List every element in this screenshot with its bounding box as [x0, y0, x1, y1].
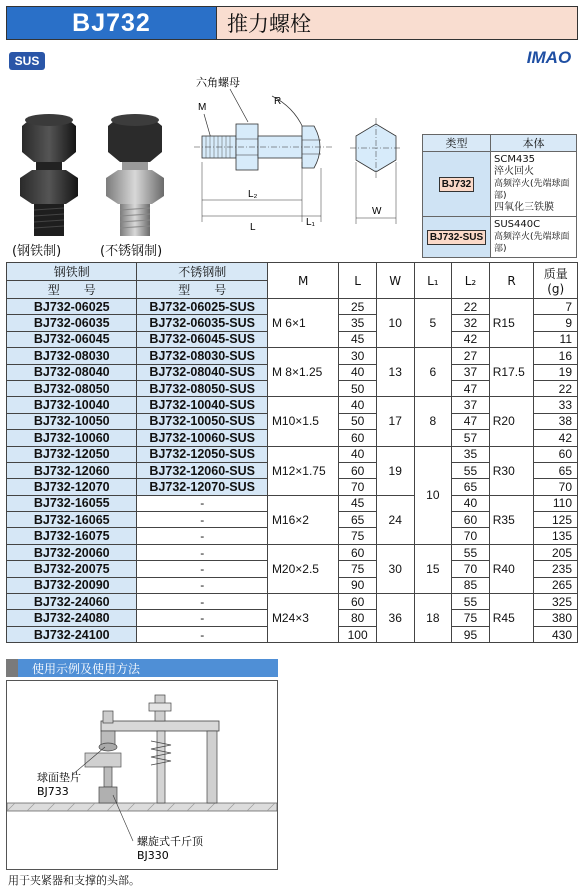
m-cell: M24×3 — [267, 594, 338, 643]
r-cell: R15 — [489, 299, 534, 348]
steel-model-cell: BJ732-20060 — [7, 544, 137, 560]
l1-cell: 5 — [414, 299, 452, 348]
header-mass-unit: (g) — [547, 282, 565, 296]
mass-cell: 19 — [534, 364, 578, 380]
steel-model-cell: BJ732-12070 — [7, 479, 137, 495]
l2-cell: 95 — [452, 626, 490, 642]
dim-m-label: M — [198, 102, 207, 113]
l2-cell: 32 — [452, 315, 490, 331]
mass-cell: 430 — [534, 626, 578, 642]
mass-cell: 70 — [534, 479, 578, 495]
usage-diagram — [7, 681, 277, 869]
imao-logo — [522, 48, 576, 66]
l2-cell: 70 — [452, 528, 490, 544]
steel-model-cell: BJ732-10040 — [7, 397, 137, 413]
table-row — [7, 544, 578, 560]
l2-cell: 60 — [452, 512, 490, 528]
material-line: 淬火回火 — [494, 166, 534, 177]
sus-model-cell: - — [137, 544, 267, 560]
r-cell: R45 — [489, 594, 534, 643]
stainless-bolt-photo — [98, 112, 180, 240]
table-row — [7, 594, 578, 610]
sus-model-cell: BJ732-06045-SUS — [137, 331, 267, 347]
usage-note: 用于夹紧器和支撑的头部。 — [8, 874, 140, 887]
sus-model-cell: BJ732-08040-SUS — [137, 364, 267, 380]
l2-cell: 37 — [452, 397, 490, 413]
l2-cell: 55 — [452, 594, 490, 610]
sus-model-cell: BJ732-08050-SUS — [137, 380, 267, 396]
sus-model-cell: - — [137, 577, 267, 593]
l-cell: 30 — [339, 348, 377, 364]
mass-cell: 9 — [534, 315, 578, 331]
l2-cell: 42 — [452, 331, 490, 347]
l2-cell: 57 — [452, 430, 490, 446]
dim-w-label: W — [372, 206, 382, 217]
l-cell: 60 — [339, 544, 377, 560]
material-type-cell — [423, 152, 491, 217]
header-model-steel: 型 号 — [7, 281, 137, 299]
sus-model-cell: BJ732-10050-SUS — [137, 413, 267, 429]
washer-label: 球面垫片 — [37, 771, 81, 784]
l-cell: 45 — [339, 331, 377, 347]
steel-model-cell: BJ732-24080 — [7, 610, 137, 626]
l1-cell: 8 — [414, 397, 452, 446]
dim-l1-label: L₁ — [306, 217, 315, 228]
l1-cell: 15 — [414, 544, 452, 593]
header-steel: 钢铁制 — [7, 263, 137, 281]
l-cell: 45 — [339, 495, 377, 511]
mass-cell: 205 — [534, 544, 578, 560]
steel-model-cell: BJ732-20075 — [7, 561, 137, 577]
r-cell: R35 — [489, 495, 534, 544]
l2-cell: 40 — [452, 495, 490, 511]
mass-cell: 65 — [534, 462, 578, 478]
sus-model-cell: - — [137, 512, 267, 528]
material-header-type: 类型 — [423, 135, 491, 152]
sus-model-cell: BJ732-10040-SUS — [137, 397, 267, 413]
sus-model-cell: - — [137, 594, 267, 610]
l2-cell: 47 — [452, 413, 490, 429]
sus-model-cell: BJ732-12050-SUS — [137, 446, 267, 462]
washer-code: BJ733 — [37, 785, 69, 798]
mass-cell: 265 — [534, 577, 578, 593]
r-cell: R20 — [489, 397, 534, 446]
l2-cell: 55 — [452, 544, 490, 560]
l2-cell: 85 — [452, 577, 490, 593]
w-cell: 36 — [376, 594, 414, 643]
material-line: 高频淬火(先端球面部) — [494, 179, 570, 201]
l-cell: 40 — [339, 397, 377, 413]
sus-model-cell: BJ732-10060-SUS — [137, 430, 267, 446]
steel-model-cell: BJ732-24060 — [7, 594, 137, 610]
svg-text:IMAO: IMAO — [526, 48, 572, 66]
l2-cell: 27 — [452, 348, 490, 364]
l-cell: 75 — [339, 561, 377, 577]
material-line: 高频淬火(先端球面部) — [494, 232, 570, 254]
steel-model-cell: BJ732-08030 — [7, 348, 137, 364]
material-header-body: 本体 — [491, 135, 577, 152]
l2-cell: 55 — [452, 462, 490, 478]
header-model-stainless: 型 号 — [137, 281, 267, 299]
header-l1: L₁ — [414, 263, 452, 299]
mass-cell: 16 — [534, 348, 578, 364]
w-cell: 19 — [376, 446, 414, 495]
steel-model-cell: BJ732-16055 — [7, 495, 137, 511]
header-m: M — [267, 263, 338, 299]
w-cell: 13 — [376, 348, 414, 397]
l-cell: 60 — [339, 462, 377, 478]
steel-model-cell: BJ732-08040 — [7, 364, 137, 380]
header-stainless: 不锈钢制 — [137, 263, 267, 281]
steel-bolt-photo — [12, 112, 94, 240]
mass-cell: 235 — [534, 561, 578, 577]
material-line: 四氧化三铁膜 — [494, 202, 554, 213]
mass-cell: 325 — [534, 594, 578, 610]
mass-cell: 110 — [534, 495, 578, 511]
l1-cell: 10 — [414, 446, 452, 544]
steel-model-cell: BJ732-24100 — [7, 626, 137, 642]
sus-model-cell: - — [137, 626, 267, 642]
sus-model-cell: BJ732-08030-SUS — [137, 348, 267, 364]
type-chip: BJ732-SUS — [427, 230, 486, 245]
table-row — [7, 495, 578, 511]
material-line: SUS440C — [494, 219, 541, 230]
steel-model-cell: BJ732-20090 — [7, 577, 137, 593]
table-row — [7, 446, 578, 462]
m-cell: M12×1.75 — [267, 446, 338, 495]
r-cell: R40 — [489, 544, 534, 593]
steel-model-cell: BJ732-06025 — [7, 299, 137, 315]
r-cell: R17.5 — [489, 348, 534, 397]
mass-cell: 135 — [534, 528, 578, 544]
jack-code: BJ330 — [137, 849, 169, 862]
nut-label: 六角螺母 — [196, 76, 240, 89]
l-cell: 70 — [339, 479, 377, 495]
m-cell: M20×2.5 — [267, 544, 338, 593]
l-cell: 35 — [339, 315, 377, 331]
steel-model-cell: BJ732-16075 — [7, 528, 137, 544]
steel-model-cell: BJ732-06045 — [7, 331, 137, 347]
dimension-drawing — [190, 72, 420, 242]
sus-model-cell: BJ732-12060-SUS — [137, 462, 267, 478]
sus-badge: SUS — [9, 52, 45, 70]
mass-cell: 42 — [534, 430, 578, 446]
m-cell: M10×1.5 — [267, 397, 338, 446]
l2-cell: 22 — [452, 299, 490, 315]
l2-cell: 35 — [452, 446, 490, 462]
product-code: BJ732 — [7, 7, 217, 39]
mass-cell: 380 — [534, 610, 578, 626]
steel-model-cell: BJ732-12050 — [7, 446, 137, 462]
material-line: SCM435 — [494, 154, 536, 165]
sus-model-cell: - — [137, 528, 267, 544]
w-cell: 30 — [376, 544, 414, 593]
l-cell: 60 — [339, 594, 377, 610]
l-cell: 75 — [339, 528, 377, 544]
dim-r-label: R — [274, 96, 282, 107]
steel-model-cell: BJ732-08050 — [7, 380, 137, 396]
l2-cell: 37 — [452, 364, 490, 380]
l2-cell: 70 — [452, 561, 490, 577]
sus-model-cell: BJ732-12070-SUS — [137, 479, 267, 495]
sus-model-cell: BJ732-06035-SUS — [137, 315, 267, 331]
mass-cell: 38 — [534, 413, 578, 429]
m-cell: M 6×1 — [267, 299, 338, 348]
m-cell: M16×2 — [267, 495, 338, 544]
header-mass-label: 质量 — [543, 267, 568, 281]
spec-table — [6, 262, 578, 643]
l-cell: 100 — [339, 626, 377, 642]
steel-model-cell: BJ732-12060 — [7, 462, 137, 478]
material-table — [422, 134, 577, 258]
steel-model-cell: BJ732-10050 — [7, 413, 137, 429]
w-cell: 10 — [376, 299, 414, 348]
w-cell: 17 — [376, 397, 414, 446]
l1-cell: 6 — [414, 348, 452, 397]
material-body-cell — [491, 152, 577, 217]
l-cell: 40 — [339, 364, 377, 380]
header-l2: L₂ — [452, 263, 490, 299]
l-cell: 40 — [339, 446, 377, 462]
header-r: R — [489, 263, 534, 299]
usage-section-header — [6, 659, 278, 677]
l2-cell: 47 — [452, 380, 490, 396]
header-l: L — [339, 263, 377, 299]
mass-cell: 60 — [534, 446, 578, 462]
type-chip: BJ732 — [439, 177, 474, 192]
l-cell: 50 — [339, 380, 377, 396]
sus-model-cell: - — [137, 610, 267, 626]
header-mass — [534, 263, 578, 299]
dim-l-label: L — [250, 222, 256, 233]
page-header — [6, 6, 578, 40]
header-w: W — [376, 263, 414, 299]
l2-cell: 65 — [452, 479, 490, 495]
product-title: 推力螺栓 — [217, 7, 577, 39]
l-cell: 25 — [339, 299, 377, 315]
mass-cell: 11 — [534, 331, 578, 347]
sus-model-cell: BJ732-06025-SUS — [137, 299, 267, 315]
material-type-cell — [423, 217, 491, 258]
l-cell: 50 — [339, 413, 377, 429]
steel-caption: (钢铁制) — [12, 244, 62, 259]
steel-model-cell: BJ732-16065 — [7, 512, 137, 528]
table-row — [7, 348, 578, 364]
l2-cell: 75 — [452, 610, 490, 626]
l-cell: 60 — [339, 430, 377, 446]
r-cell: R30 — [489, 446, 534, 495]
steel-model-cell: BJ732-10060 — [7, 430, 137, 446]
usage-title: 使用示例及使用方法 — [32, 661, 141, 676]
mass-cell: 33 — [534, 397, 578, 413]
mass-cell: 22 — [534, 380, 578, 396]
steel-model-cell: BJ732-06035 — [7, 315, 137, 331]
l-cell: 90 — [339, 577, 377, 593]
l-cell: 80 — [339, 610, 377, 626]
l1-cell: 18 — [414, 594, 452, 643]
table-row — [7, 397, 578, 413]
stainless-caption: (不锈钢制) — [100, 244, 163, 259]
sus-model-cell: - — [137, 561, 267, 577]
w-cell: 24 — [376, 495, 414, 544]
section-marker — [6, 659, 18, 677]
material-body-cell — [491, 217, 577, 258]
m-cell: M 8×1.25 — [267, 348, 338, 397]
l-cell: 65 — [339, 512, 377, 528]
mass-cell: 7 — [534, 299, 578, 315]
jack-label: 螺旋式千斤顶 — [137, 835, 203, 848]
table-row — [7, 299, 578, 315]
mass-cell: 125 — [534, 512, 578, 528]
dim-l2-label: L₂ — [248, 189, 258, 200]
sus-model-cell: - — [137, 495, 267, 511]
usage-illustration — [6, 680, 278, 870]
